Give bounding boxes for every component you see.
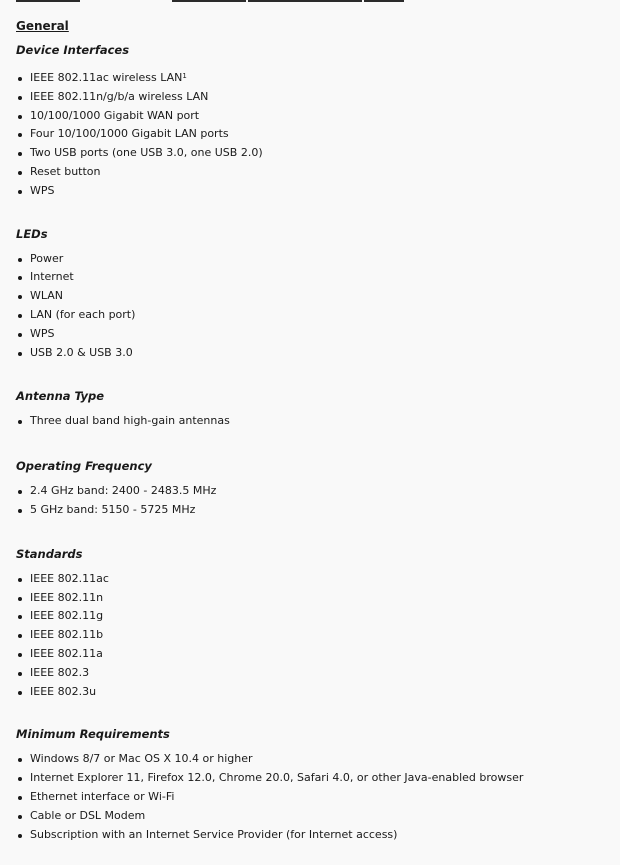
bullet-icon <box>18 420 22 424</box>
spec-content <box>16 17 612 844</box>
list-item-text: WLAN <box>30 289 64 303</box>
list-item-text: Internet <box>30 270 74 284</box>
list-item-text: IEEE 802.3u <box>30 684 97 698</box>
bullet-icon <box>18 77 22 81</box>
list-item-text: IEEE 802.11ac <box>30 571 109 585</box>
operating-frequency-list <box>16 482 612 520</box>
list-item <box>16 645 612 664</box>
bullet-icon <box>18 597 22 601</box>
section-title: LEDs <box>16 226 48 241</box>
list-item-text: IEEE 802.11ac wireless LAN <box>30 71 183 84</box>
bullet-icon <box>18 276 22 280</box>
list-item-text: IEEE 802.11n/g/b/a wireless LAN <box>30 89 209 103</box>
bullet-icon <box>18 152 22 156</box>
list-item <box>16 750 612 769</box>
list-item-text: IEEE 802.11n <box>30 590 104 604</box>
page-heading: General <box>16 19 69 33</box>
list-item <box>16 412 612 431</box>
list-item <box>16 501 612 520</box>
list-item <box>16 69 612 88</box>
list-item-text: Windows 8/7 or Mac OS X 10.4 or higher <box>30 752 253 766</box>
list-item <box>16 683 612 702</box>
bullet-icon <box>18 333 22 337</box>
list-item <box>16 607 612 626</box>
section-title: Minimum Requirements <box>16 727 170 742</box>
bullet-icon <box>18 672 22 676</box>
section-standards <box>16 546 612 702</box>
list-item <box>16 664 612 683</box>
bullet-icon <box>18 758 22 762</box>
bullet-icon <box>18 777 22 781</box>
bullet-icon <box>18 691 22 695</box>
list-item-text: Power <box>30 251 64 265</box>
bullet-icon <box>18 352 22 356</box>
bullet-icon <box>18 615 22 619</box>
leds-list <box>16 250 612 363</box>
bullet-icon <box>18 578 22 582</box>
list-item-text: Cable or DSL Modem <box>30 808 146 822</box>
antenna-type-list <box>16 412 612 431</box>
list-item <box>16 88 612 107</box>
list-item <box>16 163 612 182</box>
list-item-text: 10/100/1000 Gigabit WAN port <box>30 108 200 122</box>
section-leds <box>16 226 612 363</box>
tab-indicator[interactable] <box>172 0 246 2</box>
bullet-icon <box>18 509 22 513</box>
list-item <box>16 482 612 501</box>
list-item-text: 5 GHz band: 5150 - 5725 MHz <box>30 502 196 516</box>
list-item-text: Ethernet interface or Wi-Fi <box>30 789 175 803</box>
list-item-text: Two USB ports (one USB 3.0, one USB 2.0) <box>30 146 263 160</box>
list-item-text: LAN (for each port) <box>30 307 136 321</box>
list-item <box>16 826 612 845</box>
list-item <box>16 144 612 163</box>
list-item-text: IEEE 802.11a <box>30 646 103 660</box>
list-item <box>16 626 612 645</box>
list-item <box>16 807 612 826</box>
list-item <box>16 250 612 269</box>
minimum-requirements-list <box>16 750 612 844</box>
standards-list <box>16 570 612 702</box>
bullet-icon <box>18 295 22 299</box>
bullet-icon <box>18 634 22 638</box>
list-item-text: WPS <box>30 183 55 197</box>
list-item <box>16 268 612 287</box>
list-item-text: IEEE 802.11b <box>30 628 104 642</box>
list-item-text: Internet Explorer 11, Firefox 12.0, Chrome 20.0, Safari 4.0, or other Java-enabled browser <box>30 771 524 785</box>
section-device-interfaces <box>16 42 612 201</box>
list-item-text: 2.4 GHz band: 2400 - 2483.5 MHz <box>30 484 217 498</box>
bullet-icon <box>18 258 22 262</box>
bullet-icon <box>18 314 22 318</box>
bullet-icon <box>18 834 22 838</box>
bullet-icon <box>18 653 22 657</box>
bullet-icon <box>18 96 22 100</box>
list-item-text: USB 2.0 & USB 3.0 <box>30 345 133 359</box>
list-item <box>16 125 612 144</box>
list-item <box>16 788 612 807</box>
list-item-text: Four 10/100/1000 Gigabit LAN ports <box>30 127 229 141</box>
list-item-text: Three dual band high-gain antennas <box>30 414 230 428</box>
list-item-text: Reset button <box>30 164 101 178</box>
tab-indicator[interactable] <box>248 0 362 2</box>
device-interfaces-list <box>16 69 612 201</box>
section-title: Device Interfaces <box>16 43 130 57</box>
list-item <box>16 325 612 344</box>
list-item <box>16 769 612 788</box>
section-title: Operating Frequency <box>16 459 152 474</box>
bullet-icon <box>18 796 22 800</box>
list-item-text: IEEE 802.3 <box>30 665 90 679</box>
list-item <box>16 182 612 201</box>
bullet-icon <box>18 115 22 119</box>
section-title: Antenna Type <box>16 389 104 404</box>
list-item-text: WPS <box>30 326 55 340</box>
section-antenna-type <box>16 388 612 431</box>
section-title: Standards <box>16 546 83 561</box>
top-tab-bar <box>0 0 620 3</box>
bullet-icon <box>18 815 22 819</box>
tab-indicator[interactable] <box>16 0 80 2</box>
list-item-text: IEEE 802.11g <box>30 609 104 623</box>
list-item <box>16 107 612 126</box>
footnote-mark: 1 <box>182 72 187 80</box>
list-item-text: Subscription with an Internet Service Provider (for Internet access) <box>30 827 398 841</box>
list-item <box>16 344 612 363</box>
list-item <box>16 589 612 608</box>
section-minimum-requirements <box>16 726 612 844</box>
list-item <box>16 306 612 325</box>
list-item <box>16 287 612 306</box>
tab-indicator[interactable] <box>364 0 404 2</box>
bullet-icon <box>18 133 22 137</box>
bullet-icon <box>18 190 22 194</box>
bullet-icon <box>18 490 22 494</box>
section-operating-frequency <box>16 458 612 520</box>
bullet-icon <box>18 171 22 175</box>
list-item <box>16 570 612 589</box>
